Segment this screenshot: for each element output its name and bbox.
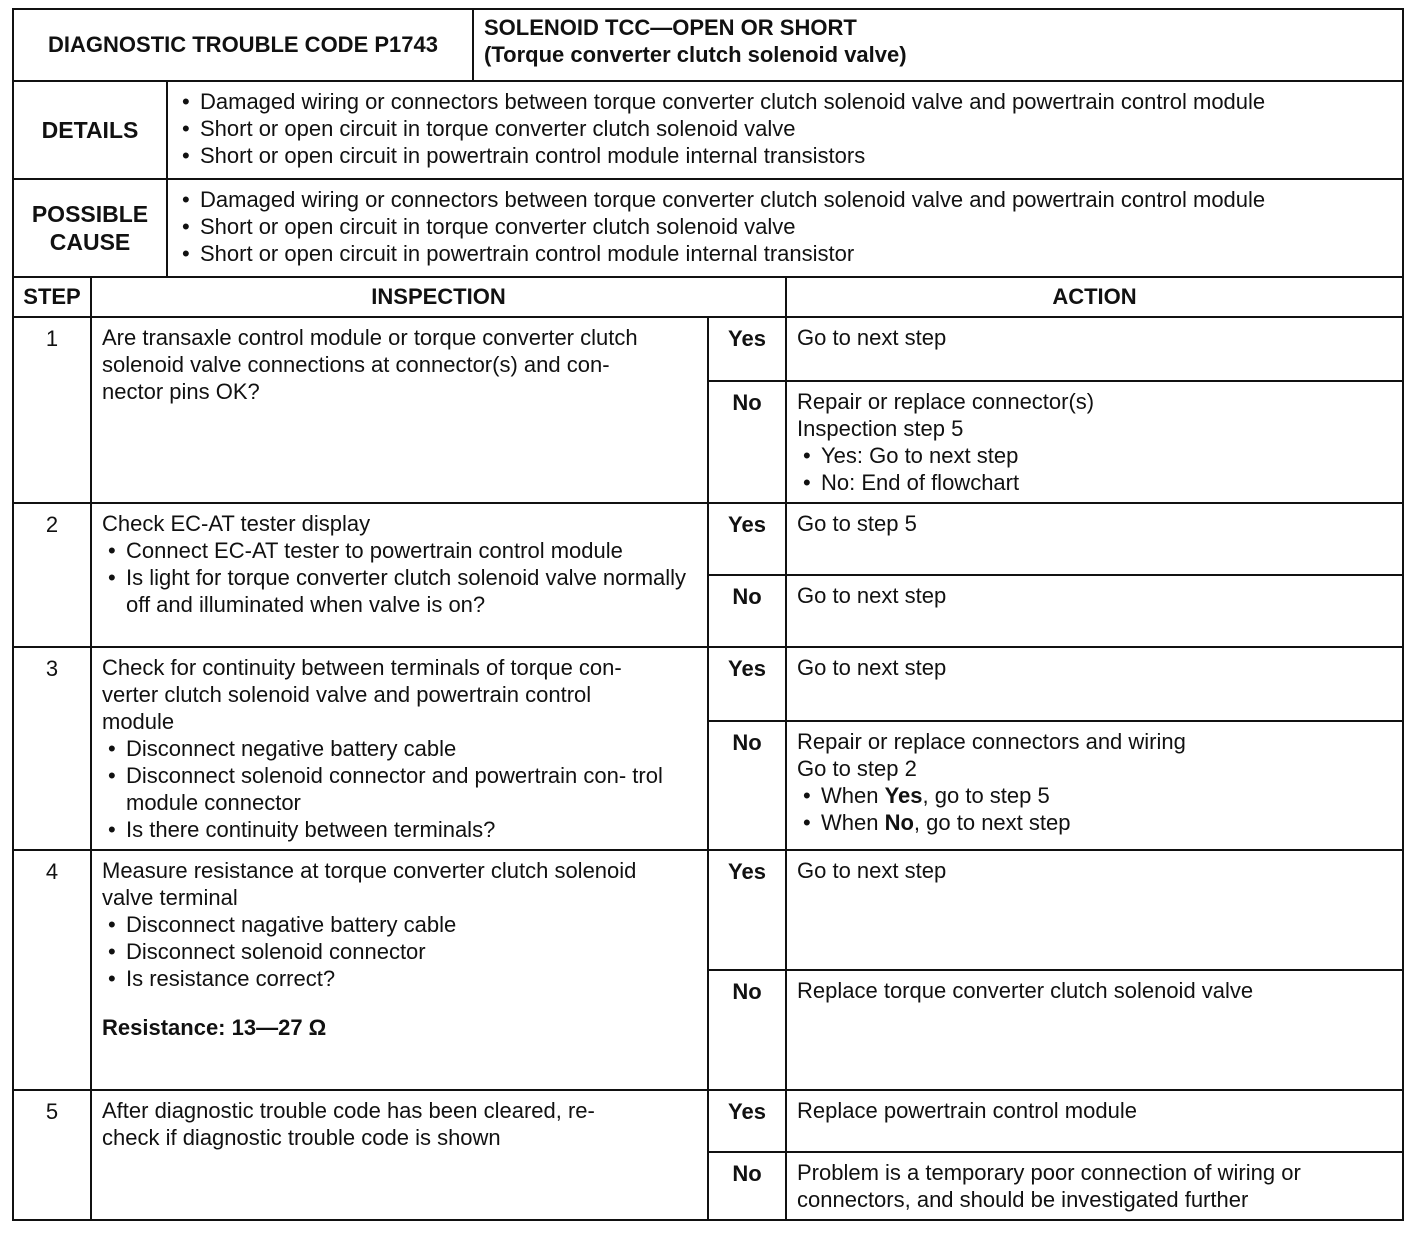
column-header-step: STEP [13,277,91,317]
inspection-bullet: • Is light for torque converter clutch solenoid valve normally off and illuminated when valve is on? [102,564,699,618]
yes-action: Replace powertrain control module [786,1090,1403,1152]
yes-label: Yes [708,317,786,381]
no-label: No [708,721,786,850]
steps-table [12,276,1404,1221]
step-inspection [91,317,708,503]
step-number: 5 [13,1090,91,1220]
step-row [13,850,1403,970]
inspection-line: check if diagnostic trouble code is shown [102,1125,501,1150]
dtc-description [473,9,1403,81]
inspection-line: valve terminal [102,885,238,910]
action-bullet-bold: No [884,809,914,835]
no-label: No [708,381,786,503]
inspection-bullet: • Connect EC-AT tester to powertrain control module [102,537,699,564]
inspection-line: verter clutch solenoid valve and powertrain control [102,682,592,707]
step-row [13,503,1403,575]
inspection-bullet: • Disconnect nagative battery cable [102,911,699,938]
action-line: Repair or replace connectors and wiring [797,728,1186,754]
yes-label: Yes [708,1090,786,1152]
action-line: connectors, and should be investigated further [797,1187,1249,1212]
inspection-line: Measure resistance at torque converter clutch solenoid [102,858,637,883]
no-action: Go to next step [786,575,1403,647]
possible-cause-label [13,179,167,277]
no-label: No [708,1152,786,1220]
inspection-bullet: • Disconnect negative battery cable [102,735,699,762]
yes-action: Go to next step [786,317,1403,381]
action-bullet [797,782,1394,809]
details-label: DETAILS [13,81,167,179]
step-row [13,317,1403,381]
inspection-line: nector pins OK? [102,379,260,404]
inspection-bullets [102,735,699,843]
details-list [168,82,1402,175]
no-label: No [708,970,786,1090]
inspection-bullet: • Disconnect solenoid connector [102,938,699,965]
step-inspection [91,647,708,850]
possible-cause-table [12,178,1404,278]
action-line: Go to step 2 [797,755,917,781]
no-action [786,381,1403,503]
dtc-document [12,8,1404,1221]
possible-cause-item: • Short or open circuit in powertrain control module internal transistor [176,240,1394,267]
action-bullets [797,442,1394,496]
inspection-line: module [102,709,175,734]
action-line: Repair or replace connector(s) [797,389,1095,414]
action-bullet-post: , go to step 5 [922,782,1050,808]
inspection-bullets [102,537,699,618]
action-bullets [797,782,1394,836]
inspection-bullet: • Disconnect solenoid connector and powertrain con- trol module connector [102,762,699,816]
yes-action: Go to next step [786,647,1403,721]
action-bullet-post: , go to next step [913,809,1071,835]
inspection-line: Are transaxle control module or torque converter clutch [102,325,638,350]
inspection-line: Check EC-AT tester display [102,511,371,536]
step-inspection [91,1090,708,1220]
yes-action: Go to step 5 [786,503,1403,575]
inspection-bullets [102,911,699,992]
details-item: • Short or open circuit in torque converter clutch solenoid valve [176,115,1394,142]
dtc-code-title: DIAGNOSTIC TROUBLE CODE P1743 [13,9,473,81]
action-line: Inspection step 5 [797,416,964,441]
step-row [13,1090,1403,1152]
resistance-spec: Resistance: 13—27 Ω [102,1015,327,1040]
details-item: • Damaged wiring or connectors between torque converter clutch solenoid valve and powertrain control module [176,88,1394,115]
action-bullet-pre: When [821,809,885,835]
inspection-line: Check for continuity between terminals of torque con- [102,655,622,680]
possible-cause-list-cell [167,179,1403,277]
no-action: Replace torque converter clutch solenoid valve [786,970,1403,1090]
column-header-action: ACTION [786,277,1403,317]
no-action [786,721,1403,850]
details-list-cell [167,81,1403,179]
step-number: 3 [13,647,91,850]
inspection-bullet: • Is there continuity between terminals? [102,816,699,843]
step-inspection [91,503,708,647]
action-bullet: • Yes: Go to next step [797,442,1394,469]
dtc-header-table [12,8,1404,82]
step-row [13,647,1403,721]
details-item: • Short or open circuit in powertrain control module internal transistors [176,142,1394,169]
column-header-inspection: INSPECTION [91,277,786,317]
no-action [786,1152,1403,1220]
step-number: 2 [13,503,91,647]
inspection-line: solenoid valve connections at connector(s) and con- [102,352,610,377]
action-bullet [797,809,1394,836]
possible-cause-label-line: POSSIBLE [31,201,149,227]
action-bullet-pre: When [821,782,885,808]
no-label: No [708,575,786,647]
dtc-description-line: SOLENOID TCC—OPEN OR SHORT [484,15,857,40]
step-number: 1 [13,317,91,503]
step-inspection [91,850,708,1090]
yes-label: Yes [708,503,786,575]
possible-cause-label-line: CAUSE [49,229,131,255]
inspection-bullet: • Is resistance correct? [102,965,699,992]
yes-label: Yes [708,647,786,721]
possible-cause-item: • Short or open circuit in torque converter clutch solenoid valve [176,213,1394,240]
action-line: Problem is a temporary poor connection of wiring or [797,1160,1301,1185]
details-table [12,80,1404,180]
possible-cause-item: • Damaged wiring or connectors between torque converter clutch solenoid valve and powertrain control module [176,186,1394,213]
yes-label: Yes [708,850,786,970]
yes-action: Go to next step [786,850,1403,970]
possible-cause-list [168,180,1402,273]
action-bullet-bold: Yes [884,782,923,808]
inspection-line: After diagnostic trouble code has been cleared, re- [102,1098,595,1123]
dtc-description-line: (Torque converter clutch solenoid valve) [484,42,907,67]
action-bullet: • No: End of flowchart [797,469,1394,496]
step-number: 4 [13,850,91,1090]
